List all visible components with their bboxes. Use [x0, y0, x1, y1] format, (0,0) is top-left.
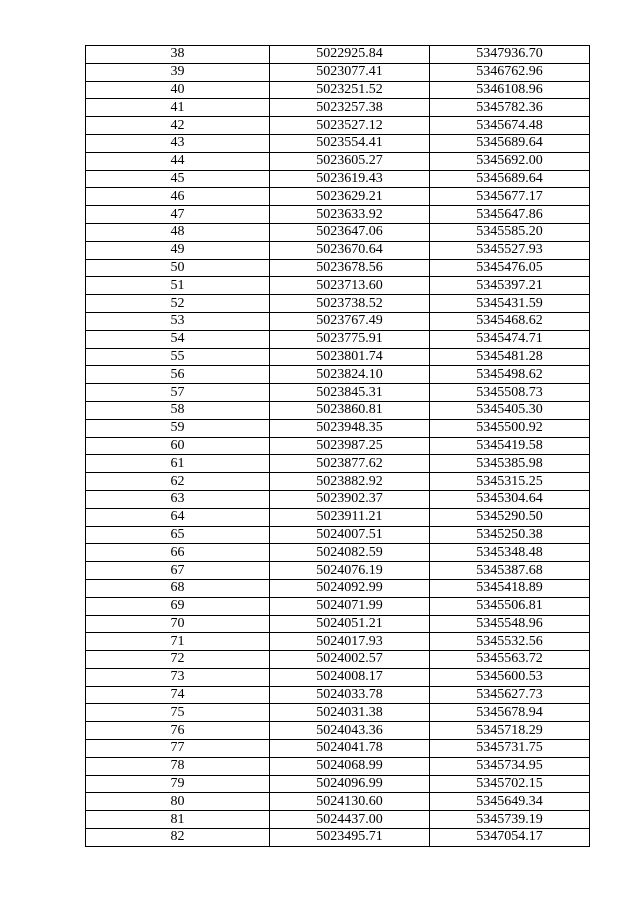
- y-coordinate-cell: 5345678.94: [430, 704, 590, 722]
- point-number-cell: 48: [86, 223, 270, 241]
- y-coordinate-cell: 5345431.59: [430, 295, 590, 313]
- table-row: [86, 829, 590, 847]
- y-coordinate-cell: 5345474.71: [430, 330, 590, 348]
- point-number-cell: 59: [86, 419, 270, 437]
- x-coordinate-cell: 5023495.71: [270, 829, 430, 847]
- y-coordinate-cell: 5345498.62: [430, 366, 590, 384]
- table-row: [86, 312, 590, 330]
- table-row: [86, 473, 590, 491]
- point-number-cell: 61: [86, 455, 270, 473]
- y-coordinate-cell: 5345731.75: [430, 740, 590, 758]
- table-row: [86, 597, 590, 615]
- point-number-cell: 62: [86, 473, 270, 491]
- table-row: [86, 134, 590, 152]
- table-row: [86, 437, 590, 455]
- table-row: [86, 46, 590, 64]
- y-coordinate-cell: 5345304.64: [430, 490, 590, 508]
- table-row: [86, 419, 590, 437]
- y-coordinate-cell: 5345387.68: [430, 562, 590, 580]
- x-coordinate-cell: 5023678.56: [270, 259, 430, 277]
- point-number-cell: 56: [86, 366, 270, 384]
- table-row: [86, 223, 590, 241]
- point-number-cell: 41: [86, 99, 270, 117]
- y-coordinate-cell: 5347936.70: [430, 46, 590, 64]
- x-coordinate-cell: 5023948.35: [270, 419, 430, 437]
- y-coordinate-cell: 5345718.29: [430, 722, 590, 740]
- y-coordinate-cell: 5345585.20: [430, 223, 590, 241]
- table-row: [86, 757, 590, 775]
- point-number-cell: 78: [86, 757, 270, 775]
- point-number-cell: 63: [86, 490, 270, 508]
- table-row: [86, 384, 590, 402]
- table-row: [86, 81, 590, 99]
- table-row: [86, 793, 590, 811]
- table-row: [86, 740, 590, 758]
- y-coordinate-cell: 5345476.05: [430, 259, 590, 277]
- point-number-cell: 39: [86, 63, 270, 81]
- y-coordinate-cell: 5345405.30: [430, 401, 590, 419]
- table-row: [86, 668, 590, 686]
- y-coordinate-cell: 5345548.96: [430, 615, 590, 633]
- table-row: [86, 170, 590, 188]
- y-coordinate-cell: 5347054.17: [430, 829, 590, 847]
- x-coordinate-cell: 5023902.37: [270, 490, 430, 508]
- x-coordinate-cell: 5023845.31: [270, 384, 430, 402]
- x-coordinate-cell: 5024041.78: [270, 740, 430, 758]
- x-coordinate-cell: 5024031.38: [270, 704, 430, 722]
- point-number-cell: 52: [86, 295, 270, 313]
- x-coordinate-cell: 5024007.51: [270, 526, 430, 544]
- x-coordinate-cell: 5024130.60: [270, 793, 430, 811]
- y-coordinate-cell: 5345689.64: [430, 134, 590, 152]
- x-coordinate-cell: 5023670.64: [270, 241, 430, 259]
- table-row: [86, 811, 590, 829]
- table-row: [86, 99, 590, 117]
- x-coordinate-cell: 5023775.91: [270, 330, 430, 348]
- table-row: [86, 241, 590, 259]
- x-coordinate-cell: 5023767.49: [270, 312, 430, 330]
- y-coordinate-cell: 5345419.58: [430, 437, 590, 455]
- table-row: [86, 633, 590, 651]
- x-coordinate-cell: 5024051.21: [270, 615, 430, 633]
- y-coordinate-cell: 5345600.53: [430, 668, 590, 686]
- table-row: [86, 259, 590, 277]
- x-coordinate-cell: 5024092.99: [270, 579, 430, 597]
- point-number-cell: 54: [86, 330, 270, 348]
- x-coordinate-cell: 5023633.92: [270, 206, 430, 224]
- x-coordinate-cell: 5024071.99: [270, 597, 430, 615]
- x-coordinate-cell: 5023257.38: [270, 99, 430, 117]
- table-row: [86, 490, 590, 508]
- table-row: [86, 348, 590, 366]
- table-row: [86, 508, 590, 526]
- point-number-cell: 43: [86, 134, 270, 152]
- y-coordinate-cell: 5345689.64: [430, 170, 590, 188]
- y-coordinate-cell: 5345506.81: [430, 597, 590, 615]
- x-coordinate-cell: 5024068.99: [270, 757, 430, 775]
- y-coordinate-cell: 5345647.86: [430, 206, 590, 224]
- y-coordinate-cell: 5345734.95: [430, 757, 590, 775]
- point-number-cell: 49: [86, 241, 270, 259]
- y-coordinate-cell: 5345702.15: [430, 775, 590, 793]
- table-row: [86, 277, 590, 295]
- point-number-cell: 76: [86, 722, 270, 740]
- point-number-cell: 65: [86, 526, 270, 544]
- table-row: [86, 651, 590, 669]
- table-row: [86, 295, 590, 313]
- x-coordinate-cell: 5024008.17: [270, 668, 430, 686]
- point-number-cell: 57: [86, 384, 270, 402]
- coordinate-table-body: [86, 46, 590, 847]
- x-coordinate-cell: 5023527.12: [270, 117, 430, 135]
- point-number-cell: 55: [86, 348, 270, 366]
- point-number-cell: 67: [86, 562, 270, 580]
- point-number-cell: 46: [86, 188, 270, 206]
- table-row: [86, 330, 590, 348]
- x-coordinate-cell: 5024002.57: [270, 651, 430, 669]
- point-number-cell: 64: [86, 508, 270, 526]
- point-number-cell: 40: [86, 81, 270, 99]
- table-row: [86, 526, 590, 544]
- point-number-cell: 50: [86, 259, 270, 277]
- y-coordinate-cell: 5345627.73: [430, 686, 590, 704]
- y-coordinate-cell: 5345532.56: [430, 633, 590, 651]
- point-number-cell: 81: [86, 811, 270, 829]
- x-coordinate-cell: 5023877.62: [270, 455, 430, 473]
- table-row: [86, 401, 590, 419]
- x-coordinate-cell: 5022925.84: [270, 46, 430, 64]
- x-coordinate-cell: 5023824.10: [270, 366, 430, 384]
- y-coordinate-cell: 5345500.92: [430, 419, 590, 437]
- table-row: [86, 775, 590, 793]
- x-coordinate-cell: 5024437.00: [270, 811, 430, 829]
- y-coordinate-cell: 5345397.21: [430, 277, 590, 295]
- y-coordinate-cell: 5345290.50: [430, 508, 590, 526]
- x-coordinate-cell: 5023251.52: [270, 81, 430, 99]
- point-number-cell: 72: [86, 651, 270, 669]
- point-number-cell: 60: [86, 437, 270, 455]
- x-coordinate-cell: 5023619.43: [270, 170, 430, 188]
- point-number-cell: 53: [86, 312, 270, 330]
- point-number-cell: 42: [86, 117, 270, 135]
- y-coordinate-cell: 5345250.38: [430, 526, 590, 544]
- y-coordinate-cell: 5345385.98: [430, 455, 590, 473]
- point-number-cell: 69: [86, 597, 270, 615]
- point-number-cell: 70: [86, 615, 270, 633]
- table-row: [86, 188, 590, 206]
- table-row: [86, 544, 590, 562]
- point-number-cell: 71: [86, 633, 270, 651]
- y-coordinate-cell: 5345649.34: [430, 793, 590, 811]
- y-coordinate-cell: 5345527.93: [430, 241, 590, 259]
- table-row: [86, 206, 590, 224]
- table-row: [86, 722, 590, 740]
- point-number-cell: 44: [86, 152, 270, 170]
- x-coordinate-cell: 5023882.92: [270, 473, 430, 491]
- table-row: [86, 63, 590, 81]
- table-row: [86, 615, 590, 633]
- table-row: [86, 366, 590, 384]
- x-coordinate-cell: 5024082.59: [270, 544, 430, 562]
- y-coordinate-cell: 5345468.62: [430, 312, 590, 330]
- y-coordinate-cell: 5345692.00: [430, 152, 590, 170]
- point-number-cell: 47: [86, 206, 270, 224]
- x-coordinate-cell: 5023647.06: [270, 223, 430, 241]
- point-number-cell: 68: [86, 579, 270, 597]
- y-coordinate-cell: 5345782.36: [430, 99, 590, 117]
- x-coordinate-cell: 5023713.60: [270, 277, 430, 295]
- x-coordinate-cell: 5024076.19: [270, 562, 430, 580]
- point-number-cell: 75: [86, 704, 270, 722]
- y-coordinate-cell: 5345508.73: [430, 384, 590, 402]
- y-coordinate-cell: 5345348.48: [430, 544, 590, 562]
- x-coordinate-cell: 5024017.93: [270, 633, 430, 651]
- y-coordinate-cell: 5345674.48: [430, 117, 590, 135]
- point-number-cell: 38: [86, 46, 270, 64]
- x-coordinate-cell: 5023738.52: [270, 295, 430, 313]
- x-coordinate-cell: 5024043.36: [270, 722, 430, 740]
- point-number-cell: 82: [86, 829, 270, 847]
- x-coordinate-cell: 5023605.27: [270, 152, 430, 170]
- table-row: [86, 152, 590, 170]
- coordinate-table: [85, 45, 590, 847]
- x-coordinate-cell: 5024096.99: [270, 775, 430, 793]
- point-number-cell: 77: [86, 740, 270, 758]
- point-number-cell: 79: [86, 775, 270, 793]
- x-coordinate-cell: 5024033.78: [270, 686, 430, 704]
- point-number-cell: 80: [86, 793, 270, 811]
- y-coordinate-cell: 5346762.96: [430, 63, 590, 81]
- y-coordinate-cell: 5345418.89: [430, 579, 590, 597]
- table-row: [86, 579, 590, 597]
- x-coordinate-cell: 5023987.25: [270, 437, 430, 455]
- point-number-cell: 58: [86, 401, 270, 419]
- point-number-cell: 73: [86, 668, 270, 686]
- y-coordinate-cell: 5345315.25: [430, 473, 590, 491]
- point-number-cell: 74: [86, 686, 270, 704]
- x-coordinate-cell: 5023554.41: [270, 134, 430, 152]
- table-row: [86, 704, 590, 722]
- y-coordinate-cell: 5345481.28: [430, 348, 590, 366]
- point-number-cell: 51: [86, 277, 270, 295]
- x-coordinate-cell: 5023629.21: [270, 188, 430, 206]
- table-row: [86, 686, 590, 704]
- x-coordinate-cell: 5023860.81: [270, 401, 430, 419]
- y-coordinate-cell: 5346108.96: [430, 81, 590, 99]
- y-coordinate-cell: 5345739.19: [430, 811, 590, 829]
- y-coordinate-cell: 5345677.17: [430, 188, 590, 206]
- x-coordinate-cell: 5023801.74: [270, 348, 430, 366]
- x-coordinate-cell: 5023077.41: [270, 63, 430, 81]
- table-row: [86, 562, 590, 580]
- table-row: [86, 455, 590, 473]
- point-number-cell: 66: [86, 544, 270, 562]
- point-number-cell: 45: [86, 170, 270, 188]
- x-coordinate-cell: 5023911.21: [270, 508, 430, 526]
- y-coordinate-cell: 5345563.72: [430, 651, 590, 669]
- table-row: [86, 117, 590, 135]
